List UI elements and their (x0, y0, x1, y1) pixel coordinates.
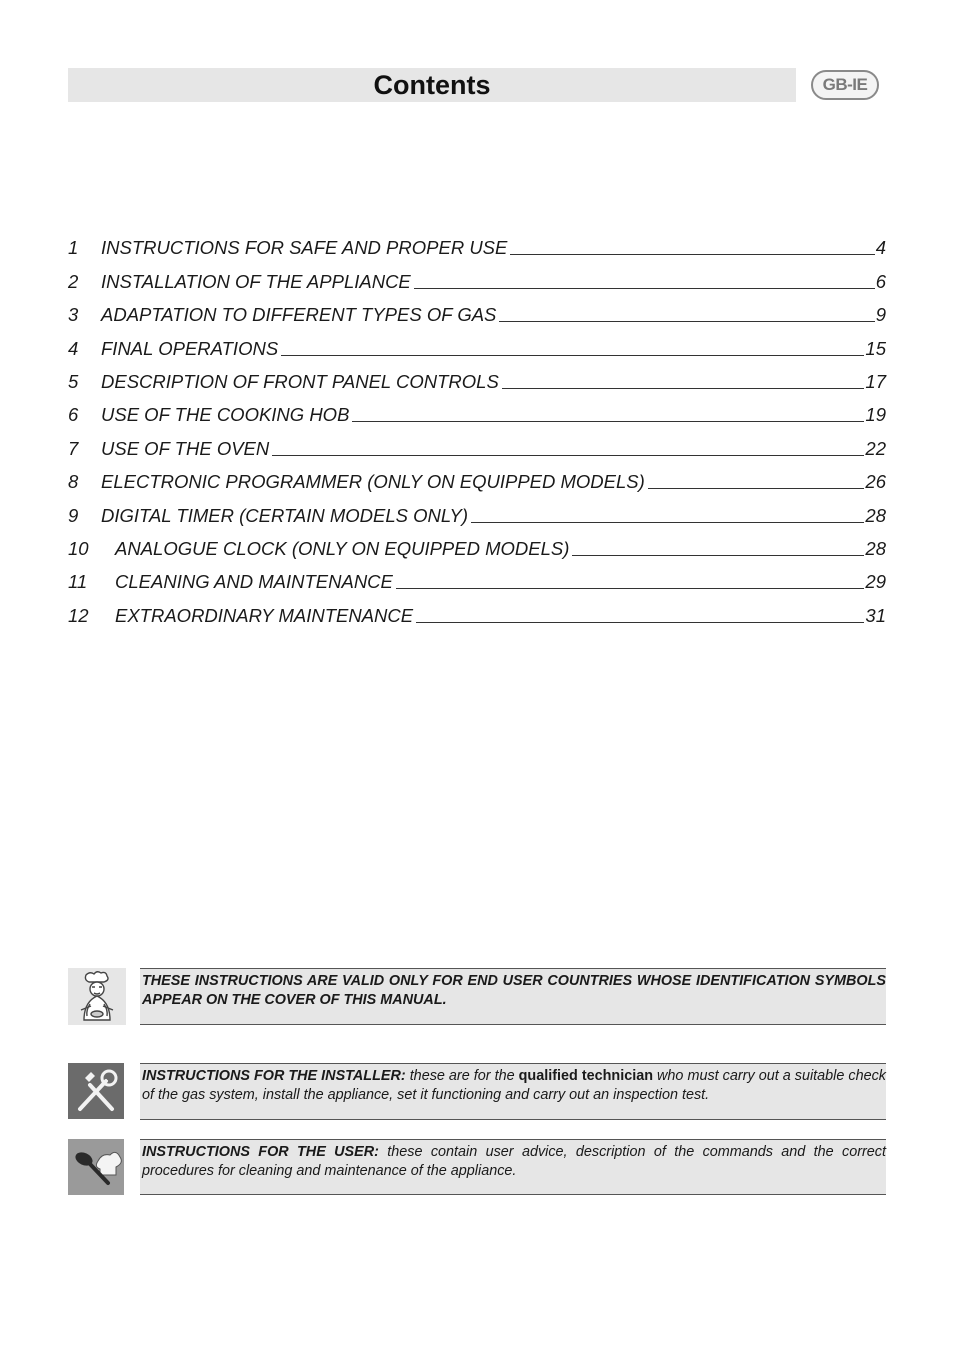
toc-entry-title: INSTALLATION OF THE APPLIANCE (101, 270, 411, 292)
toc-entry-number: 11 (68, 571, 88, 593)
toc-entry-leader (648, 487, 865, 489)
page-title: Contents (373, 70, 491, 100)
toc-entry-page: 15 (865, 337, 886, 359)
toc-entry-leader (416, 621, 864, 623)
toc-entry[interactable] (68, 326, 886, 359)
validity-note-text: THESE INSTRUCTIONS ARE VALID ONLY FOR END USER COUNTRIES WHOSE IDENTIFICATION SYMBOLS APPEAR ON THE COVER OF THIS MANUAL. (142, 973, 886, 1008)
toc-entry[interactable] (68, 259, 886, 292)
toc-entry-leader (502, 387, 865, 389)
toc-entry[interactable] (68, 593, 886, 626)
toc-entry-number: 7 (68, 437, 79, 459)
toc-entry-title: INSTRUCTIONS FOR SAFE AND PROPER USE (101, 237, 508, 259)
toc-entry-number: 1 (68, 237, 79, 259)
toc-entry-leader (414, 287, 875, 289)
toc-entry-leader (352, 420, 864, 422)
chef-icon (68, 968, 124, 1024)
installer-note-text-before: these are for the (405, 1068, 519, 1084)
toc-entry[interactable] (68, 393, 886, 426)
toc-entry[interactable] (68, 293, 886, 326)
toc-entry-leader (572, 554, 864, 556)
toc-entry-leader (471, 521, 864, 523)
toc-entry-page: 29 (865, 571, 886, 593)
toc-entry-number: 4 (68, 337, 79, 359)
toc-entry-title: ANALOGUE CLOCK (ONLY ON EQUIPPED MODELS) (115, 537, 570, 559)
toc-entry[interactable] (68, 493, 886, 526)
toc-entry-page: 28 (865, 504, 886, 526)
toc-entry[interactable] (68, 426, 886, 459)
toc-entry-leader (510, 253, 874, 255)
toc-entry-number: 8 (68, 471, 79, 493)
toc-entry-title: ADAPTATION TO DIFFERENT TYPES OF GAS (101, 304, 497, 326)
toc-entry[interactable] (68, 226, 886, 259)
toc-entry-leader (396, 587, 865, 589)
toc-entry-page: 17 (865, 370, 886, 392)
user-note (140, 1139, 886, 1195)
toc-entry-page: 4 (875, 237, 886, 259)
toc-entry-number: 10 (68, 537, 89, 559)
toc-entry-leader (281, 354, 864, 356)
toc-entry-title: USE OF THE OVEN (101, 437, 270, 459)
toc-entry-number: 3 (68, 304, 79, 326)
installer-note-text-after: who must carry out a suitable check of the gas system, install the appliance, set it functioning and carry out an inspection test. (142, 1068, 886, 1103)
toc-entry-title: FINAL OPERATIONS (101, 337, 279, 359)
toc-entry-number: 5 (68, 370, 79, 392)
user-note-text: these contain user advice, description of the commands and the correct procedures for cleaning and maintenance of the appliance. (142, 1144, 887, 1179)
toc-entry-page: 9 (875, 304, 886, 326)
tools-icon (68, 1063, 124, 1119)
table-of-contents (68, 226, 886, 627)
toc-entry-leader (272, 454, 864, 456)
toc-entry-leader (499, 320, 874, 322)
toc-entry[interactable] (68, 527, 886, 560)
toc-entry-title: ELECTRONIC PROGRAMMER (ONLY ON EQUIPPED MODELS) (101, 471, 645, 493)
toc-entry-number: 2 (68, 270, 79, 292)
toc-entry[interactable] (68, 460, 886, 493)
toc-entry-page: 19 (865, 404, 886, 426)
toc-entry-page: 6 (875, 270, 886, 292)
toc-entry[interactable] (68, 360, 886, 393)
installer-note-emphasis: qualified technician (518, 1068, 653, 1084)
toc-entry-title: CLEANING AND MAINTENANCE (115, 571, 393, 593)
toc-entry-page: 28 (865, 537, 886, 559)
toc-entry-title: EXTRAORDINARY MAINTENANCE (115, 604, 414, 626)
installer-note (140, 1063, 886, 1120)
installer-note-label: INSTRUCTIONS FOR THE INSTALLER: (142, 1068, 406, 1084)
user-note-label: INSTRUCTIONS FOR THE USER: (142, 1144, 379, 1160)
spoon-hat-icon (68, 1139, 124, 1195)
toc-entry-page: 26 (865, 471, 886, 493)
toc-entry-number: 6 (68, 404, 79, 426)
toc-entry-number: 12 (68, 604, 89, 626)
title-bar (68, 68, 796, 102)
toc-entry-title: USE OF THE COOKING HOB (101, 404, 350, 426)
toc-entry-number: 9 (68, 504, 79, 526)
toc-entry-title: DESCRIPTION OF FRONT PANEL CONTROLS (101, 370, 499, 392)
toc-entry-page: 22 (865, 437, 886, 459)
toc-entry-title: DIGITAL TIMER (CERTAIN MODELS ONLY) (101, 504, 468, 526)
language-badge: GB-IE (811, 70, 879, 100)
toc-entry[interactable] (68, 560, 886, 593)
validity-note (140, 968, 886, 1025)
toc-entry-page: 31 (865, 604, 886, 626)
